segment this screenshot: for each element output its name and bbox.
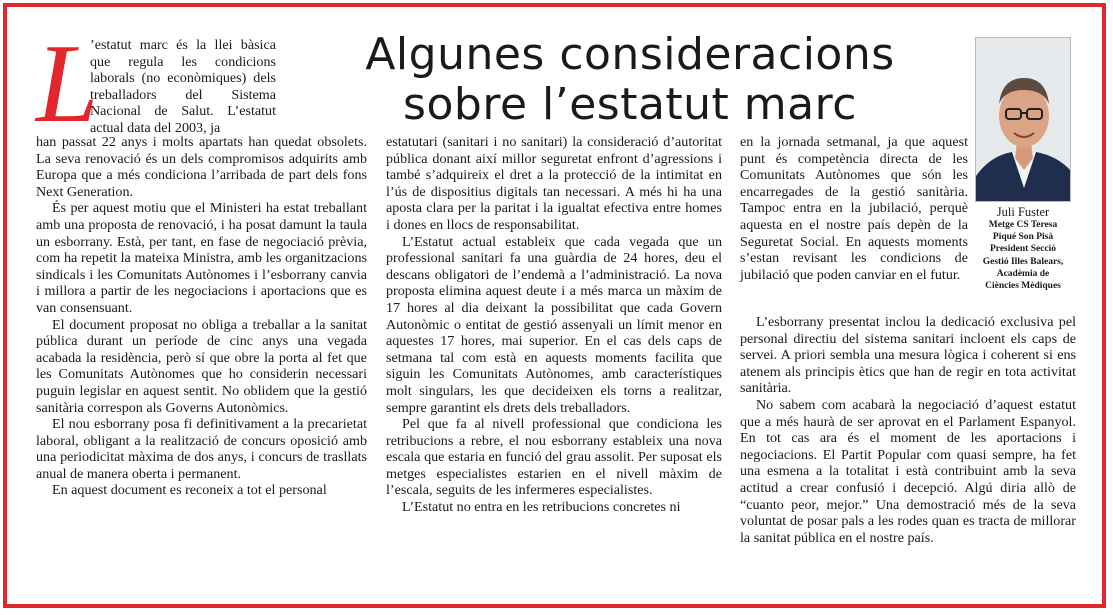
- article-column-3: [740, 314, 1076, 546]
- lead-paragraph: [90, 37, 276, 137]
- author-role-line: Gestió Illes Balears,: [982, 256, 1064, 267]
- body-paragraph: El nou esborrany posa fi definitivament a la precarietat laboral, obligant a la realització de concurs oposició amb una periodicitat màxima de dos anys, i concurs de trasllats anual de manera oberta i permanent.: [36, 416, 367, 482]
- body-paragraph: L’Estatut no entra en les retribucions concretes ni: [402, 499, 681, 516]
- headline: [300, 30, 960, 130]
- author-byline: [972, 205, 1074, 292]
- article-column-3-top: [740, 134, 968, 283]
- body-paragraph: han passat 22 anys i molts apartats han quedat obsolets. La seva renovació és un dels compromisos adquirits amb Europa que a més condiciona l’arribada de part dels fons Next Generation.: [36, 134, 367, 200]
- body-paragraph: L’Estatut actual estableix que cada vegada que un professional sanitari fa una guàrdia de 24 hores, deu el descans obligatori de l’endemà a l’administració. La nova proposta elimina aquest deute i a més marca un màxim de 17 hores al dia deixant la possibilitat que cada Govern Autonòmic o entitat de gestió assenyali un límit menor en aquestes 17 hores, mai superior. En el cas dels caps de setmana tal com està en aquests moments facilita que siguin les Comunitats Autònomes, amb característiques molt singulars, les que decideixen els torns a realitzar, sempre garantint els drets dels treballadors.: [386, 233, 722, 416]
- author-role-line: Metge CS Teresa: [988, 220, 1058, 230]
- author-role-line: Ciències Mèdiques: [985, 281, 1061, 292]
- article-column-2: [386, 134, 722, 516]
- author-role-line: President Secció: [989, 244, 1057, 255]
- body-paragraph: en la jornada setmanal, ja que aquest punt és competència directa de les Comunitats Autònomes que són les encarregades de la gestió sanitària. Tampoc entra en la jubilació, perquè aquesta en el nostre país depèn de la Seguretat Social. En aquests moments s’estan revisant les condicions de jubilació que poden canviar en el futur.: [740, 134, 968, 283]
- body-paragraph: Pel que fa al nivell professional que condiciona les retribucions a rebre, el nou esborrany estableix una nova escala que estaria en funció del grau assolit. Per suposat els metges especialistes estarien en el nivell màxim de l’escala, seguits de les infermeres especialistes.: [386, 416, 722, 499]
- author-photo: [975, 37, 1071, 202]
- headline-line-2: sobre l’estatut marc: [403, 79, 857, 130]
- body-paragraph: El document proposat no obliga a treballar a la sanitat pública durant un període de cinc anys una vegada acabada la residència, però sí que obre la porta al fet que les Comunitats Autònomes que ho considerin necessari puguin legislar en aquest sentit. No oblidem que la gestió sanitària correspon als Governs Autonòmics.: [36, 316, 367, 416]
- body-paragraph: estatutari (sanitari i no sanitari) la consideració d’autoritat pública donant així millor seguretat enfront d’agressions i també s’adquireix el dret a la protecció de la intimitat en l’ús de dispositius digitals tan necessari. A més hi ha una aposta clara per la paritat i la igualtat efectiva entre homes i dones en llocs de responsabilitat.: [386, 134, 722, 233]
- author-name: Juli Fuster: [996, 205, 1050, 219]
- article-column-1: [36, 134, 367, 499]
- drop-cap: L: [36, 22, 99, 146]
- headline-line-1: Algunes consideracions: [365, 29, 895, 80]
- body-paragraph: No sabem com acabarà la negociació d’aquest estatut que a més haurà de ser aprovat en el Parlament Espanyol. En tot cas ara és el moment de les aportacions i negociacions. El Partit Popular com quasi sempre, ha fet una esmena a la totalitat i està contribuint amb la seva actitud a crear confusió i decepció. Algú diria allò de “cuanto peor, mejor.” Una demostració més de la seva voluntat de posar pals a les rodes quan es tracta de millorar la sanitat pública en el nostre país.: [740, 396, 1076, 546]
- author-role-line: Acadèmia de: [996, 268, 1050, 279]
- body-paragraph: L’esborrany presentat inclou la dedicació exclusiva pel personal directiu del sistema sanitari incloent els caps de servei. A priori sembla una mesura lògica i coherent si ens atenem als principis ètics que han de regir en tota activitat sanitària.: [740, 314, 1076, 397]
- lead-text: ’estatut marc és la llei bàsica que regula les condicions laborals (no econòmiques) dels treballadors del Sistema Nacional de Salut. L’estatut actual data del 2003, ja: [90, 37, 276, 136]
- body-paragraph: És per aquest motiu que el Ministeri ha estat treballant amb una proposta de renovació, i ha posat damunt la taula un esborrany. Està, per tant, en fase de negociació prèvia, com ha repetit la mateixa Ministra, amb les organitzacions sindicals i les Comunitats Autònomes i l’esborrany canvia i millora a partir de les negociacions i aportacions que es van consensuant.: [36, 200, 367, 316]
- author-role-line: Piqué Son Pisà: [992, 232, 1054, 243]
- author-portrait-icon: [976, 38, 1071, 202]
- body-paragraph: En aquest document es reconeix a tot el personal: [52, 482, 327, 499]
